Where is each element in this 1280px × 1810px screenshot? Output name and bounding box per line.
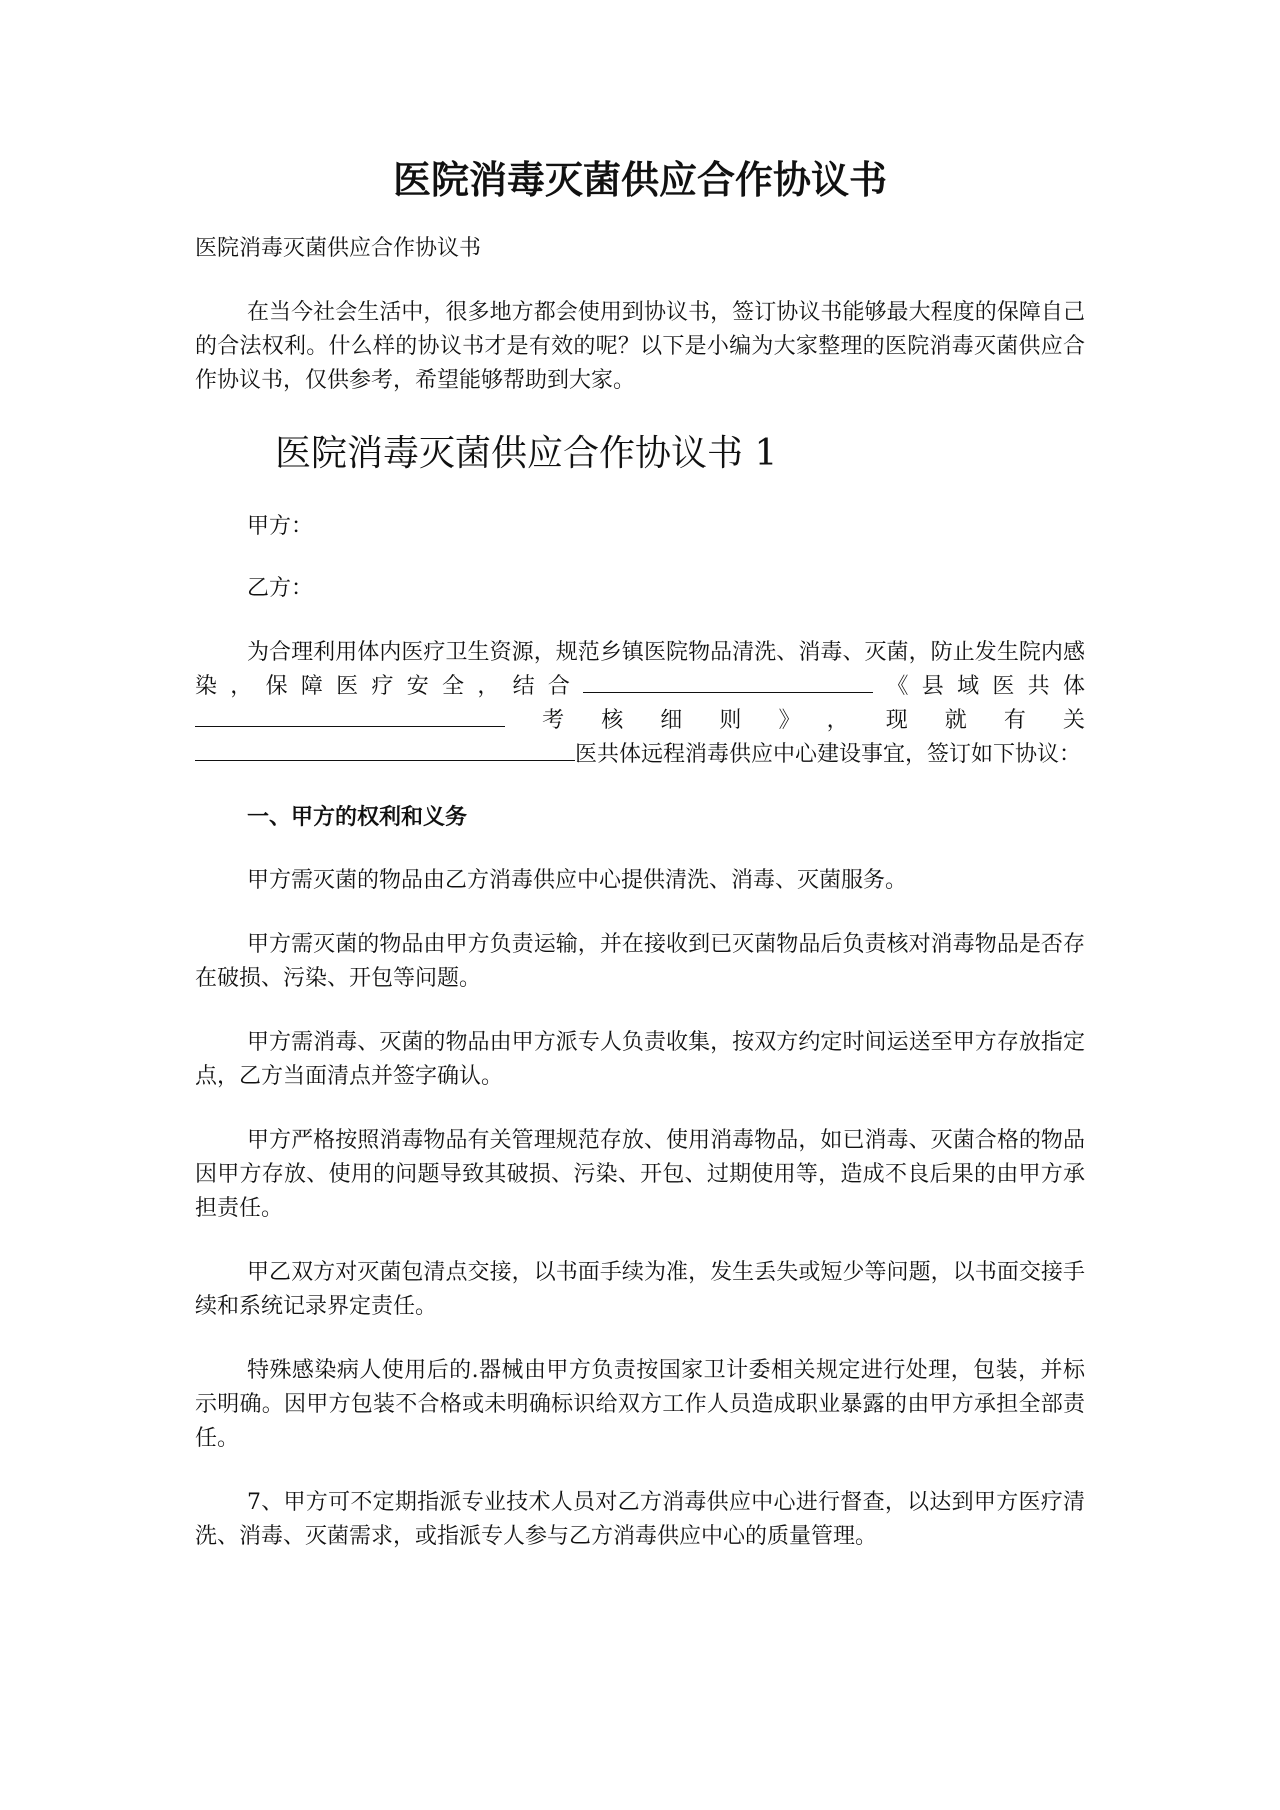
intro-paragraph: 在当今社会生活中，很多地方都会使用到协议书，签订协议书能够最大程度的保障自己的合法权利。什么样的协议书才是有效的呢？以下是小编为大家整理的医院消毒灭菌供应合作协议书，仅供参考，希望能够帮助到大家。 <box>195 300 1085 393</box>
clause-paragraph: 甲方需灭菌的物品由乙方消毒供应中心提供清洗、消毒、灭菌服务。 <box>247 868 908 893</box>
blank-line-3 <box>195 738 575 761</box>
preamble-text-2: 《县域医共体 <box>873 674 1085 699</box>
heading-rights-obligations: 一、甲方的权利和义务 <box>247 804 468 830</box>
party-b-label: 乙方： <box>247 576 314 601</box>
preamble-paragraph <box>195 636 1085 772</box>
clause-paragraph: 甲方需灭菌的物品由甲方负责运输，并在接收到已灭菌物品后负责核对消毒物品是否存在破损、污染、开包等问题。 <box>195 932 1085 991</box>
preamble-text-3: 考核细则》，现就有关 <box>505 708 1085 733</box>
document-title: 医院消毒灭菌供应合作协议书 <box>392 157 887 202</box>
clause-paragraph: 甲方严格按照消毒物品有关管理规范存放、使用消毒物品，如已消毒、灭菌合格的物品因甲方存放、使用的问题导致其破损、污染、开包、过期使用等，造成不良后果的由甲方承担责任。 <box>195 1128 1085 1221</box>
preamble-text-1: 为合理利用体内医疗卫生资源，规范乡镇医院物品清洗、消毒、灭菌，防止发生院内感染，保障医疗安全，结合 <box>195 640 1085 699</box>
blank-line-1 <box>583 670 873 693</box>
clause-paragraph: 7、甲方可不定期指派专业技术人员对乙方消毒供应中心进行督查，以达到甲方医疗清洗、消毒、灭菌需求，或指派专人参与乙方消毒供应中心的质量管理。 <box>195 1490 1085 1549</box>
document-content <box>195 150 1085 1554</box>
section-title: 医院消毒灭菌供应合作协议书 1 <box>275 433 778 474</box>
party-a-label: 甲方： <box>247 514 314 539</box>
blank-line-2 <box>195 704 505 727</box>
preamble-text-4: 医共体远程消毒供应中心建设事宜，签订如下协议： <box>575 742 1082 767</box>
clause-paragraph: 甲乙双方对灭菌包清点交接，以书面手续为准，发生丢失或短少等问题，以书面交接手续和系统记录界定责任。 <box>195 1260 1085 1319</box>
clause-paragraph: 特殊感染病人使用后的.器械由甲方负责按国家卫计委相关规定进行处理，包装，并标示明确。因甲方包装不合格或未明确标识给双方工作人员造成职业暴露的由甲方承担全部责任。 <box>195 1358 1085 1451</box>
clause-paragraph: 甲方需消毒、灭菌的物品由甲方派专人负责收集，按双方约定时间运送至甲方存放指定点，乙方当面清点并签字确认。 <box>195 1030 1085 1089</box>
document-subtitle: 医院消毒灭菌供应合作协议书 <box>195 236 482 261</box>
